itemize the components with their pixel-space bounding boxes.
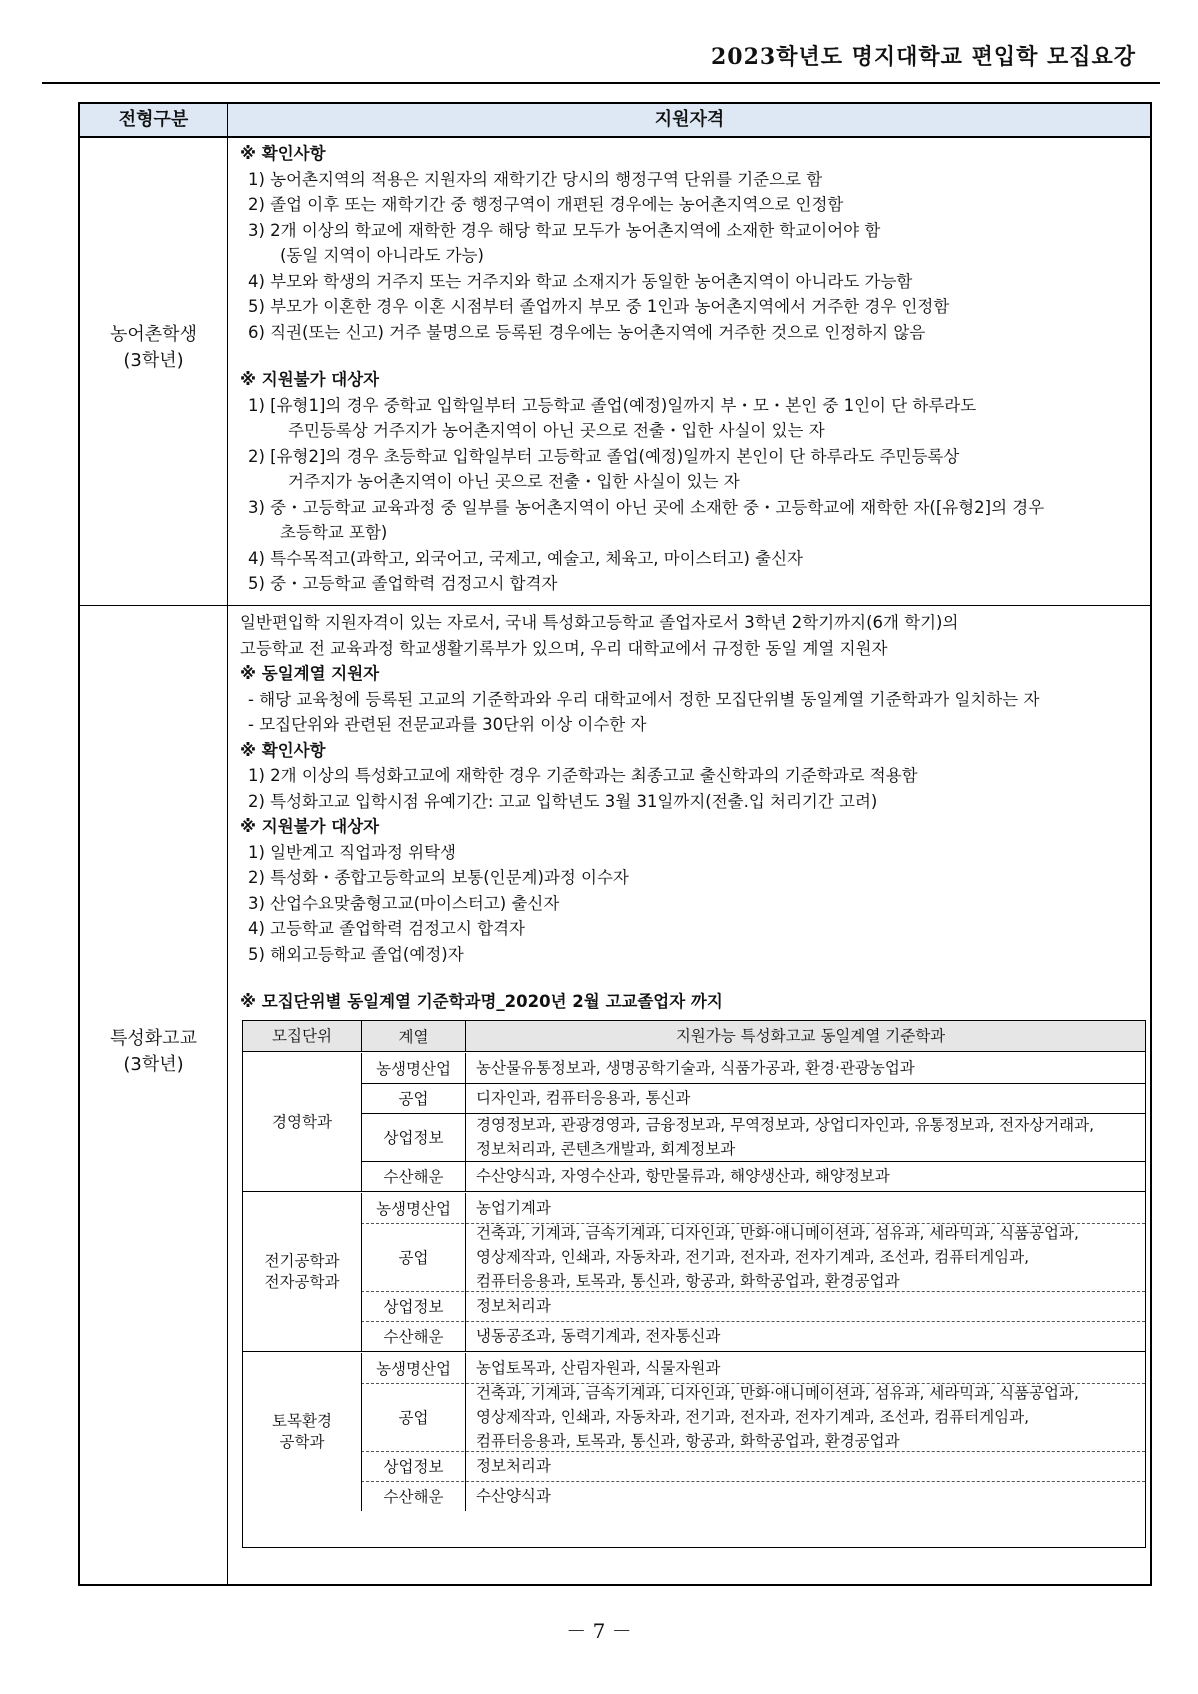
unit-line: 공학과 [279, 1433, 325, 1451]
header-admission-type: 전형구분 [118, 109, 189, 130]
section-heading: ※ 지원불가 대상자 [240, 370, 380, 389]
section-heading: ※ 모집단위별 동일계열 기준학과명_2020년 2월 고교졸업자 까지 [240, 992, 723, 1011]
field-cell: 공업 [361, 1383, 465, 1451]
content-line: - 모집단위와 관련된 전문교과를 30단위 이상 이수한 자 [248, 715, 647, 734]
dept-line: 컴퓨터응용과, 토목과, 통신과, 항공과, 화학공업과, 환경공업과 [476, 1272, 900, 1290]
dept-lines [476, 1221, 1079, 1293]
content-line: 일반편입학 지원자격이 있는 자로서, 국내 특성화고등학교 졸업자로서 3학년 2학기까지(6개 학기)의 [240, 613, 959, 632]
dept-cell [465, 1113, 1145, 1161]
unit-lines [272, 1411, 332, 1453]
field-cell: 수산해운 [361, 1161, 465, 1191]
field-cell: 수산해운 [361, 1481, 465, 1511]
field-cell: 농생명산업 [361, 1353, 465, 1383]
row-label-specialized [80, 1026, 227, 1078]
dept-cell: 농산물유통정보과, 생명공학기술과, 식품가공과, 환경·관광농업과 [465, 1053, 1145, 1083]
content-line: 4) 고등학교 졸업학력 검정고시 합격자 [248, 919, 525, 938]
content-line: 2) 특성화고교 입학시점 유예기간: 고교 입학년도 3월 31일까지(전출.입 처리기간 고려) [248, 791, 878, 811]
content-line: 4) 특수목적고(과학고, 외국어고, 국제고, 예술고, 체육고, 마이스터고) 출신자 [248, 548, 803, 568]
content-line: 6) 직권(또는 신고) 거주 불명으로 등록된 경우에는 농어촌지역에 거주한 것으로 인정하지 않음 [248, 322, 926, 342]
unit-line: 전기공학과 [264, 1252, 340, 1270]
dept-cell: 디자인과, 컴퓨터응용과, 통신과 [465, 1083, 1145, 1113]
header-unit: 모집단위 [272, 1026, 332, 1045]
dept-line: 영상제작과, 인쇄과, 자동차과, 전기과, 전자과, 전자기계과, 조선과, 컴퓨터게임과, [476, 1248, 1030, 1266]
dept-cell: 정보처리과 [465, 1291, 1145, 1321]
unit-line: 전자공학과 [264, 1273, 340, 1291]
section-heading: ※ 지원불가 대상자 [240, 817, 380, 836]
content-line: 4) 부모와 학생의 거주지 또는 거주지와 학교 소재지가 동일한 농어촌지역이 아니라도 가능함 [248, 271, 913, 291]
header-eligibility: 지원자격 [654, 109, 725, 130]
row-label-line: 농어촌학생 [110, 324, 197, 345]
content-line: 3) 중・고등학교 교육과정 중 일부를 농어촌지역이 아닌 곳에 소재한 중・고등학교에 재학한 자([유형2]의 경우 [248, 497, 1045, 517]
spacer [240, 345, 1140, 367]
dept-cell [465, 1383, 1145, 1451]
unit-cell: 경영학과 [272, 1112, 332, 1131]
dept-line: 컴퓨터응용과, 토목과, 통신과, 항공과, 화학공업과, 환경공업과 [476, 1432, 900, 1450]
header-divider [42, 82, 1160, 84]
field-cell: 공업 [361, 1223, 465, 1291]
dept-cell: 수산양식과 [465, 1481, 1145, 1511]
specialized-eligibility-content [240, 610, 1140, 1015]
document-title: 2023학년도 명지대학교 편입학 모집요강 [711, 44, 1136, 70]
dept-cell: 농업기계과 [465, 1193, 1145, 1223]
dept-cell: 농업토목과, 산림자원과, 식물자원과 [465, 1353, 1145, 1383]
dept-line: 정보처리과, 콘텐츠개발과, 회계정보과 [476, 1140, 736, 1158]
dept-cell: 정보처리과 [465, 1451, 1145, 1481]
content-line: 5) 부모가 이혼한 경우 이혼 시점부터 졸업까지 부모 중 1인과 농어촌지역에서 거주한 경우 인정함 [248, 297, 950, 316]
dept-line: 영상제작과, 인쇄과, 자동차과, 전기과, 전자과, 전자기계과, 조선과, 컴퓨터게임과, [476, 1408, 1030, 1426]
section-heading: ※ 확인사항 [240, 144, 326, 163]
content-line: 5) 해외고등학교 졸업(예정)자 [248, 944, 464, 964]
content-line: 1) [유형1]의 경우 중학교 입학일부터 고등학교 졸업(예정)일까지 부・모・본인 중 1인이 단 하루라도 [248, 395, 977, 415]
content-line: - 해당 교육청에 등록된 고교의 기준학과와 우리 대학교에서 정한 모집단위별 동일계열 기준학과가 일치하는 자 [248, 689, 1040, 709]
content-line: 고등학교 전 교육과정 학교생활기록부가 있으며, 우리 대학교에서 규정한 동일 계열 지원자 [240, 638, 888, 658]
content-line: 주민등록상 거주지가 농어촌지역이 아닌 곳으로 전출・입한 사실이 있는 자 [288, 421, 825, 440]
column-divider [227, 104, 228, 1584]
spacer [240, 967, 1140, 989]
section-heading: ※ 동일계열 지원자 [240, 664, 380, 683]
content-line: 2) 특성화・종합고등학교의 보통(인문계)과정 이수자 [248, 868, 629, 887]
page-number: － 7 － [566, 1619, 632, 1643]
content-line: 거주지가 농어촌지역이 아닌 곳으로 전출・입한 사실이 있는 자 [288, 472, 740, 491]
field-cell: 상업정보 [361, 1451, 465, 1481]
header-dept: 지원가능 특성화고교 동일계열 기준학과 [465, 1021, 1145, 1051]
dept-lines [476, 1381, 1079, 1453]
table-rule [243, 1191, 1145, 1192]
row-label-line: (3학년) [123, 1054, 184, 1075]
department-mapping-table [242, 1020, 1146, 1548]
section-heading: ※ 확인사항 [240, 740, 326, 760]
row-label-rural [80, 322, 227, 374]
dept-cell [465, 1223, 1145, 1291]
row-label-line: 특성화고교 [110, 1028, 197, 1049]
content-line: (동일 지역이 아니라도 가능) [280, 246, 484, 265]
row-divider [80, 605, 1150, 606]
unit-lines [265, 1251, 340, 1293]
field-cell: 상업정보 [361, 1291, 465, 1321]
header-field: 계열 [361, 1021, 465, 1051]
content-line: 1) 농어촌지역의 적용은 지원자의 재학기간 당시의 행정구역 단위를 기준으로 함 [248, 169, 823, 189]
dept-cell: 수산양식과, 자영수산과, 항만물류과, 해양생산과, 해양정보과 [465, 1161, 1145, 1191]
content-line: 1) 2개 이상의 특성화고교에 재학한 경우 기준학과는 최종고교 출신학과의 기준학과로 적용함 [248, 766, 918, 785]
dept-lines [476, 1113, 1094, 1161]
table-rule [243, 1351, 1145, 1352]
unit-cell [243, 1193, 361, 1351]
field-cell: 농생명산업 [361, 1053, 465, 1083]
content-line: 3) 2개 이상의 학교에 재학한 경우 해당 학교 모두가 농어촌지역에 소재한 학교이어야 함 [248, 220, 881, 240]
field-cell: 공업 [361, 1083, 465, 1113]
field-cell: 상업정보 [361, 1113, 465, 1161]
content-line: 2) [유형2]의 경우 초등학교 입학일부터 고등학교 졸업(예정)일까지 본인이 단 하루라도 주민등록상 [248, 446, 960, 466]
content-line: 3) 산업수요맞춤형고교(마이스터고) 출신자 [248, 893, 560, 913]
field-cell: 농생명산업 [361, 1193, 465, 1223]
rural-eligibility-content [240, 141, 1140, 597]
unit-cell [243, 1353, 361, 1511]
row-label-line: (3학년) [123, 350, 184, 371]
unit-line: 토목환경 [272, 1412, 332, 1430]
content-line: 1) 일반계고 직업과정 위탁생 [248, 842, 456, 862]
dept-cell: 냉동공조과, 동력기계과, 전자통신과 [465, 1321, 1145, 1351]
content-line: 5) 중・고등학교 졸업학력 검정고시 합격자 [248, 574, 558, 593]
dept-line: 건축과, 기계과, 금속기계과, 디자인과, 만화·애니메이션과, 섬유과, 세라믹과, 식품공업과, [476, 1224, 1079, 1242]
content-line: 초등학교 포함) [280, 523, 388, 542]
dept-line: 건축과, 기계과, 금속기계과, 디자인과, 만화·애니메이션과, 섬유과, 세라믹과, 식품공업과, [476, 1384, 1079, 1402]
content-line: 2) 졸업 이후 또는 재학기간 중 행정구역이 개편된 경우에는 농어촌지역으로 인정함 [248, 195, 844, 214]
dept-line: 경영정보과, 관광경영과, 금융정보과, 무역정보과, 상업디자인과, 유통정보과, 전자상거래과, [476, 1116, 1095, 1134]
table-header-row [80, 104, 1150, 138]
field-cell: 수산해운 [361, 1321, 465, 1351]
